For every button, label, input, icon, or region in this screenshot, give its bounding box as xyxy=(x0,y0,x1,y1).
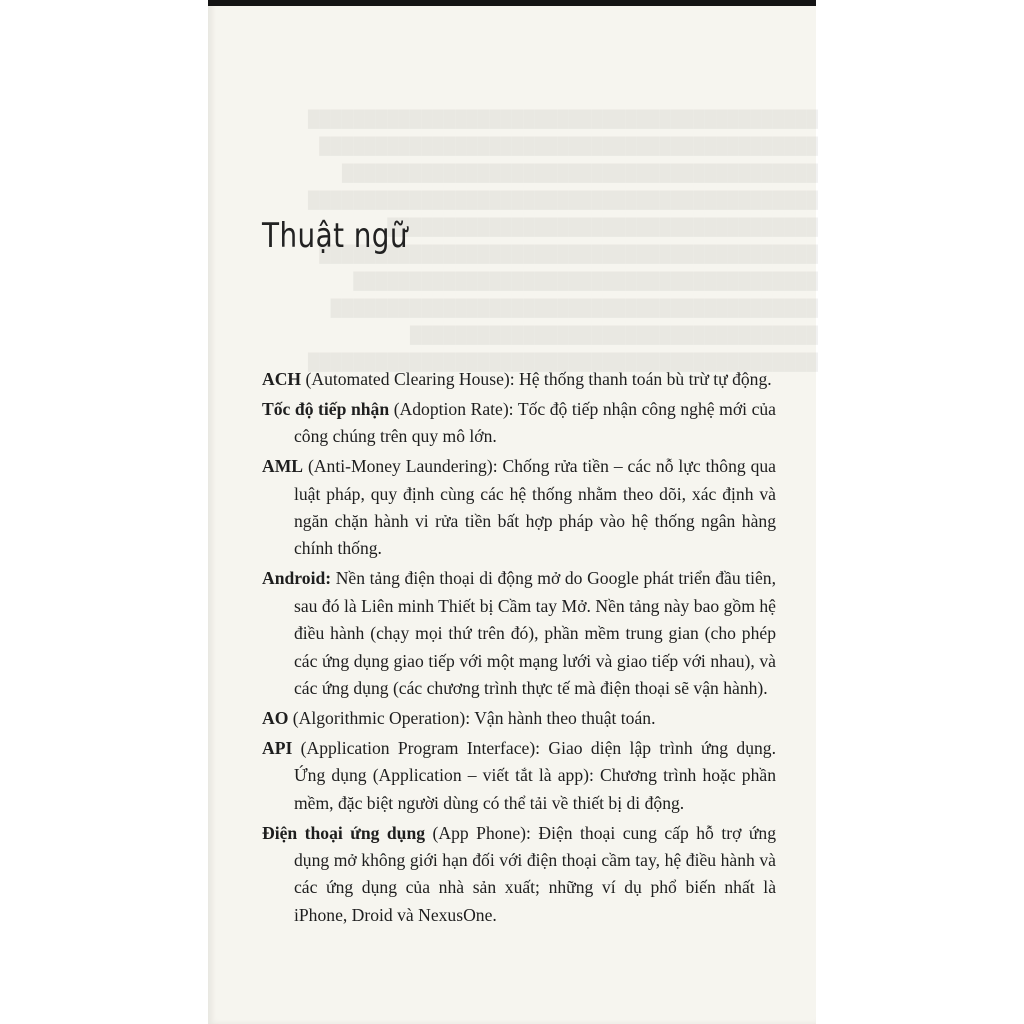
glossary-entry xyxy=(262,366,776,393)
show-through-texture: █████████████████████████████████████████████ ████████████████████████████████████████████ ██████████████████████████████████████████ █████████████████████████████████████████████ ██████████████████████████████████████ ████████████████████████████████████████████ █████████████████████████████████████████ ███████████████████████████████████████████ ████████████████████████████████████ █████████████████████████████████████████████ xyxy=(307,111,818,371)
glossary-definition: (Algorithmic Operation): Vận hành theo thuật toán. xyxy=(288,707,656,728)
glossary-term: Điện thoại ứng dụng xyxy=(262,822,426,843)
glossary-term: AML xyxy=(262,456,304,477)
glossary-term: Android: xyxy=(262,568,332,589)
glossary-term: AO xyxy=(262,707,289,728)
glossary-definition: (App Phone): Điện thoại cung cấp hỗ trợ ứng dụng mở không giới hạn đối với điện thoại cầm tay, hệ điều hành và các ứng dụng của nhà sản xuất; những ví dụ phổ biến nhất là iPhone, Droid và NexusOne. xyxy=(294,822,776,925)
glossary-list xyxy=(262,366,776,932)
glossary-definition: (Adoption Rate): Tốc độ tiếp nhận công nghệ mới của công chúng trên quy mô lớn. xyxy=(294,398,776,447)
glossary-term: API xyxy=(262,737,293,758)
glossary-term: Tốc độ tiếp nhận xyxy=(262,398,390,419)
glossary-definition: (Anti-Money Laundering): Chống rửa tiền – các nỗ lực thông qua luật pháp, quy định cùng các hệ thống nhằm theo dõi, xác định và ngăn chặn hành vi rửa tiền bất hợp pháp vào hệ thống ngân hàng chính thống. xyxy=(294,456,776,559)
page-title: Thuật ngữ xyxy=(262,216,408,256)
glossary-entry xyxy=(262,565,776,702)
glossary-entry xyxy=(262,705,776,732)
glossary-entry xyxy=(262,453,776,563)
glossary-entry xyxy=(262,735,776,817)
glossary-definition: (Automated Clearing House): Hệ thống thanh toán bù trừ tự động. xyxy=(301,369,772,389)
glossary-definition: Nền tảng điện thoại di động mở do Google phát triển đầu tiên, sau đó là Liên minh Thiết bị Cầm tay Mở. Nền tảng này bao gồm hệ điều hành (chạy mọi thứ trên đó), phần mềm trung gian (cho phép các ứng dụng giao tiếp với một mạng lưới và giao tiếp với nhau), và các ứng dụng (các chương trình thực tế mà điện thoại sẽ vận hành). xyxy=(294,568,776,698)
glossary-definition: (Application Program Interface): Giao diện lập trình ứng dụng. Ứng dụng (Application – viết tắt là app): Chương trình hoặc phần mềm, đặc biệt người dùng có thể tải về thiết bị di động. xyxy=(292,737,776,813)
glossary-entry xyxy=(262,396,776,451)
glossary-entry xyxy=(262,820,776,930)
page-top-edge xyxy=(208,0,816,6)
glossary-term: ACH xyxy=(262,369,302,389)
